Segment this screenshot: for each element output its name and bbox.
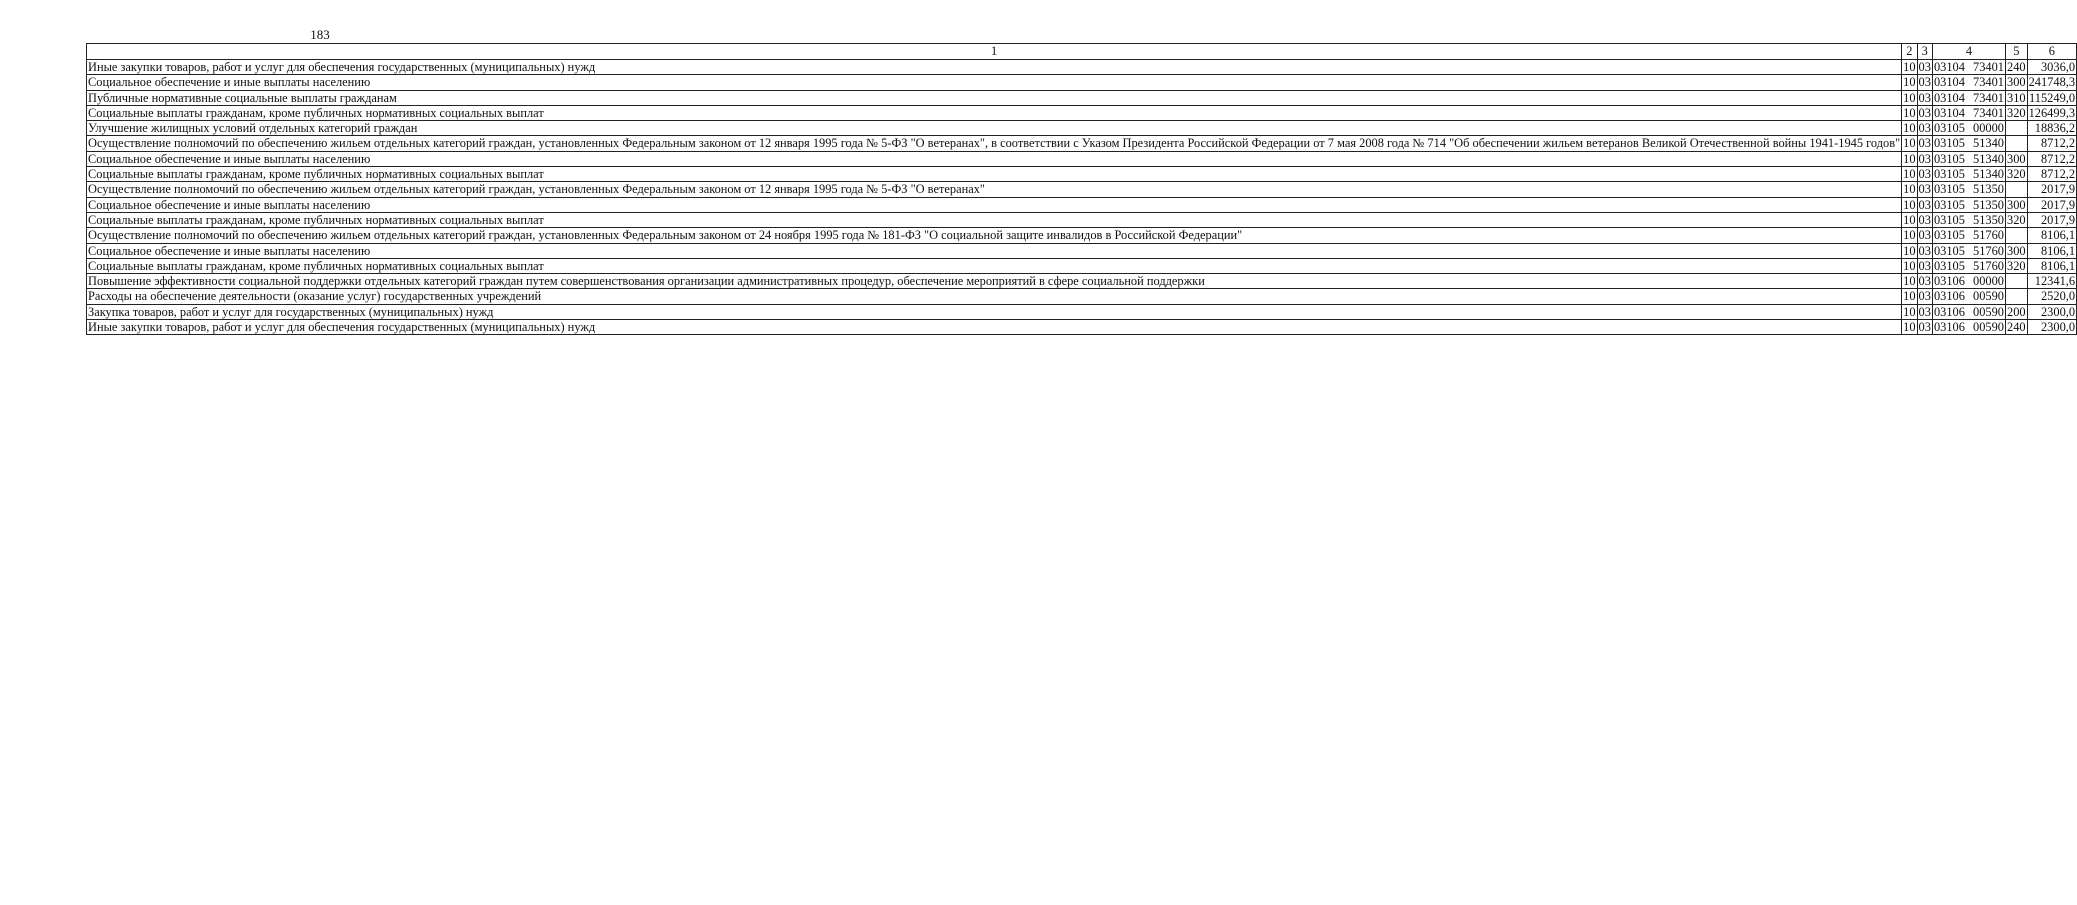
row-amount: 8106,1 [2027,228,2076,243]
row-target-article: 03104 73401 [1933,75,2004,90]
row-name: Социальное обеспечение и иные выплаты населению [87,151,1902,166]
column-header-name: 1 [87,44,1902,60]
row-expense-type: 240 [2007,320,2026,335]
row-amount: 2300,0 [2027,320,2076,335]
row-subsection: 03 [1918,320,1931,335]
table-row [87,90,2077,105]
row-target-article: 03105 51760 [1933,228,2004,243]
row-amount: 115249,0 [2029,90,2076,105]
table-row [87,60,2077,75]
row-subsection: 03 [1918,151,1931,166]
row-amount: 2017,9 [2027,182,2076,197]
row-target-article: 03104 73401 [1933,90,2004,105]
row-amount: 2017,9 [2027,212,2076,227]
row-expense-type: 300 [2007,151,2026,166]
row-subsection: 03 [1918,304,1931,319]
row-expense-type [2006,182,2028,197]
row-name: Иные закупки товаров, работ и услуг для обеспечения государственных (муниципальных) нужд [87,320,1902,335]
row-target-article: 03106 00590 [1933,304,2004,319]
table-row [87,151,2077,166]
row-amount: 8106,1 [2027,243,2076,258]
page-number: 183 [310,27,330,42]
row-amount: 2300,0 [2027,304,2076,319]
table-row [87,197,2077,212]
row-section: 10 [1903,151,1916,166]
row-subsection: 03 [1918,258,1931,273]
row-section: 10 [1903,90,1916,105]
row-section: 10 [1903,212,1916,227]
row-name: Улучшение жилищных условий отдельных категорий граждан [87,121,1902,136]
row-target-article: 03105 51340 [1933,167,2004,182]
row-target-article: 03105 51760 [1933,243,2004,258]
row-target-article: 03105 51340 [1933,151,2004,166]
row-expense-type: 320 [2007,212,2026,227]
row-name: Осуществление полномочий по обеспечению жильем отдельных категорий граждан, установленных Федеральным законом от 12 января 1995 года № 5-ФЗ "О ветеранах", в соответствии с Указом Президента Российской Федерации от 7 мая 2008 года № 714 "Об обеспечении жильем ветеранов Великой Отечественной войны 1941-1945 годов" [88,136,1901,151]
row-name: Социальное обеспечение и иные выплаты населению [87,197,1902,212]
row-subsection: 03 [1918,136,1931,151]
table-row [87,289,2077,304]
row-section: 10 [1903,304,1916,319]
row-section: 10 [1903,289,1916,304]
row-name: Социальные выплаты гражданам, кроме публичных нормативных социальных выплат [87,105,1902,120]
row-expense-type [2006,274,2028,289]
row-name: Социальные выплаты гражданам, кроме публичных нормативных социальных выплат [87,258,1902,273]
column-header-amount: 6 [2027,44,2076,60]
row-amount: 8712,2 [2027,136,2076,151]
row-subsection: 03 [1918,289,1931,304]
row-section: 10 [1903,60,1916,74]
row-subsection: 03 [1918,90,1931,105]
row-expense-type [2006,121,2028,136]
table-row [87,136,2077,151]
row-amount: 8106,1 [2027,258,2076,273]
row-subsection: 03 [1918,197,1931,212]
row-section: 10 [1903,228,1916,243]
header-row [87,44,2077,60]
row-name: Социальные выплаты гражданам, кроме публичных нормативных социальных выплат [87,167,1902,182]
row-amount: 8712,2 [2027,167,2076,182]
row-expense-type: 300 [2007,243,2026,258]
row-expense-type [2006,136,2028,151]
row-target-article: 03104 73401 [1933,105,2004,120]
table-row [87,228,2077,243]
column-header-expense-type: 5 [2006,44,2028,60]
row-section: 10 [1903,258,1916,273]
row-amount: 2017,9 [2027,197,2076,212]
table-row [87,182,2077,197]
row-amount: 3036,0 [2027,60,2076,75]
row-subsection: 03 [1918,105,1931,120]
row-expense-type [2006,228,2028,243]
row-target-article: 03106 00590 [1933,320,2004,335]
row-expense-type: 300 [2007,75,2026,90]
row-section: 10 [1903,243,1916,258]
row-name: Социальное обеспечение и иные выплаты населению [87,243,1902,258]
row-target-article: 03106 00590 [1933,289,2004,304]
row-subsection: 03 [1918,243,1931,258]
row-expense-type: 320 [2007,105,2026,120]
row-target-article: 03105 51350 [1933,197,2004,212]
row-section: 10 [1903,167,1916,182]
column-header-section: 2 [1902,44,1917,60]
table-row [87,121,2077,136]
row-section: 10 [1903,121,1916,136]
row-target-article: 03105 51340 [1933,136,2004,151]
table-row [87,212,2077,227]
column-header-target-article: 4 [1932,44,2005,60]
row-expense-type: 320 [2007,167,2026,182]
row-amount: 8712,2 [2027,151,2076,166]
row-target-article: 03105 51350 [1933,182,2004,197]
row-subsection: 03 [1918,228,1931,243]
table-row [87,304,2077,319]
row-subsection: 03 [1918,212,1931,227]
row-expense-type: 300 [2007,197,2026,212]
row-target-article: 03104 73401 [1933,60,2004,74]
row-name: Закупка товаров, работ и услуг для государственных (муниципальных) нужд [87,304,1902,319]
row-section: 10 [1903,136,1916,151]
row-name: Повышение эффективности социальной поддержки отдельных категорий граждан путем совершенствования организации административных процедур, обеспечение мероприятий в сфере социальной поддержки [87,274,1902,289]
table-row [87,320,2077,335]
row-amount: 241748,3 [2028,75,2076,90]
row-section: 10 [1903,182,1916,197]
row-subsection: 03 [1918,182,1931,197]
row-subsection: 03 [1918,167,1931,182]
row-subsection: 03 [1918,274,1931,289]
row-name: Осуществление полномочий по обеспечению жильем отдельных категорий граждан, установленных Федеральным законом от 12 января 1995 года № 5-ФЗ "О ветеранах" [87,182,1902,197]
row-expense-type: 310 [2007,90,2026,105]
row-subsection: 03 [1918,75,1931,90]
row-target-article: 03106 00000 [1933,274,2004,289]
row-amount: 12341,6 [2027,274,2076,289]
row-expense-type [2006,289,2028,304]
table-row [87,75,2077,90]
budget-table [86,43,2077,335]
row-subsection: 03 [1918,121,1931,136]
row-section: 10 [1903,197,1916,212]
row-subsection: 03 [1918,60,1931,74]
row-amount: 126499,3 [2028,105,2076,120]
row-section: 10 [1903,320,1916,335]
row-expense-type: 240 [2007,60,2026,74]
row-target-article: 03105 51760 [1933,258,2004,273]
row-name: Социальное обеспечение и иные выплаты населению [87,75,1902,90]
row-section: 10 [1903,75,1916,90]
row-expense-type: 320 [2007,258,2026,273]
row-section: 10 [1903,274,1916,289]
row-name: Социальные выплаты гражданам, кроме публичных нормативных социальных выплат [87,212,1902,227]
column-header-subsection: 3 [1917,44,1932,60]
row-target-article: 03105 00000 [1933,121,2004,136]
row-name: Публичные нормативные социальные выплаты гражданам [87,90,1902,105]
table-row [87,105,2077,120]
row-name: Иные закупки товаров, работ и услуг для обеспечения государственных (муниципальных) нужд [87,60,1902,75]
row-amount: 18836,2 [2027,121,2076,136]
table-row [87,243,2077,258]
row-amount: 2520,0 [2027,289,2076,304]
table-row [87,167,2077,182]
row-target-article: 03105 51350 [1933,212,2004,227]
table-row [87,258,2077,273]
row-expense-type: 200 [2007,304,2026,319]
table-row [87,274,2077,289]
row-name: Расходы на обеспечение деятельности (оказание услуг) государственных учреждений [87,289,1902,304]
row-name: Осуществление полномочий по обеспечению жильем отдельных категорий граждан, установленных Федеральным законом от 24 ноября 1995 года № 181-ФЗ "О социальной защите инвалидов в Российской Федерации" [87,228,1902,243]
row-section: 10 [1903,105,1916,120]
